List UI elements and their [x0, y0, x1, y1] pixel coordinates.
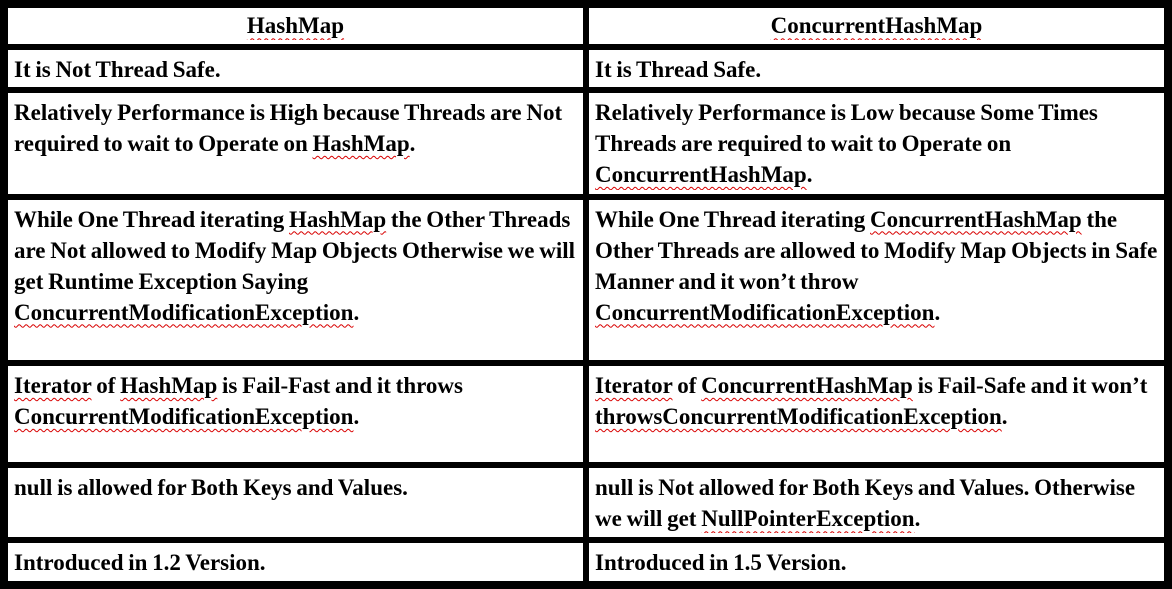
cell-text: the Other Threads are allowed to Modify Map Objects in Safe Manner and it won’t throw — [595, 206, 1158, 294]
cell-text: Introduced in 1.5 Version. — [595, 550, 847, 576]
table-row — [7, 92, 1165, 194]
header-hashmap: HashMap — [7, 7, 584, 45]
cell-text: null is Not allowed for Both Keys and Values. Otherwise we will get — [595, 475, 1136, 532]
cell-concurrenthashmap — [588, 542, 1165, 582]
cell-text: Relatively Performance is High because Threads are Not required to wait to Operate on — [14, 100, 563, 157]
cell-hashmap — [7, 542, 584, 582]
cell-concurrenthashmap — [588, 365, 1165, 463]
cell-text: . — [914, 506, 921, 532]
comparison-table — [3, 3, 1169, 586]
cell-text: Relatively Performance is Low because Some Times Threads are required to wait to Operate on — [595, 100, 1098, 157]
header-row — [7, 7, 1165, 45]
table-row — [7, 49, 1165, 89]
cell-text: is Fail-Safe and it won’t — [912, 372, 1148, 398]
cell-text: of — [91, 372, 121, 398]
cell-concurrenthashmap — [588, 49, 1165, 89]
cell-text: . — [353, 403, 360, 429]
cell-concurrenthashmap — [588, 199, 1165, 361]
cell-text: While One Thread iterating — [14, 206, 289, 232]
cell-concurrenthashmap — [588, 467, 1165, 538]
flagged-word: HashMap — [120, 372, 218, 398]
cell-text: . — [409, 131, 416, 157]
flagged-word: ConcurrentHashMap — [870, 206, 1082, 232]
flagged-word: ConcurrentHashMap — [595, 162, 807, 188]
cell-text: While One Thread iterating — [595, 206, 870, 232]
cell-text: It is Not Thread Safe. — [14, 56, 221, 82]
cell-text: It is Thread Safe. — [595, 56, 762, 82]
flagged-word: ConcurrentModificationException — [14, 403, 354, 429]
table-row — [7, 467, 1165, 538]
cell-text: the Other Threads are Not allowed to Modify Map Objects Otherwise we will get Runtime Exception Saying — [14, 206, 576, 294]
flagged-word: ConcurrentModificationException — [14, 299, 354, 325]
cell-hashmap — [7, 365, 584, 463]
cell-text: . — [1001, 403, 1008, 429]
flagged-word: Iterator — [14, 372, 92, 398]
flagged-word: ConcurrentHashMap — [701, 372, 913, 398]
cell-concurrenthashmap — [588, 92, 1165, 194]
table-row — [7, 365, 1165, 463]
flagged-word: ConcurrentModificationException — [595, 299, 935, 325]
flagged-word: NullPointerException — [701, 506, 915, 532]
flagged-word: Iterator — [595, 372, 673, 398]
header-concurrenthashmap: ConcurrentHashMap — [588, 7, 1165, 45]
flagged-word: HashMap — [312, 131, 410, 157]
cell-text: Introduced in 1.2 Version. — [14, 550, 266, 576]
cell-text: . — [934, 299, 941, 325]
cell-text: . — [353, 299, 360, 325]
cell-hashmap — [7, 467, 584, 538]
cell-text: . — [806, 162, 813, 188]
cell-text: of — [672, 372, 702, 398]
cell-text: null is allowed for Both Keys and Values. — [14, 475, 408, 501]
table-row — [7, 542, 1165, 582]
cell-hashmap — [7, 92, 584, 194]
flagged-word: throwsConcurrentModificationException — [595, 403, 1002, 429]
cell-hashmap — [7, 49, 584, 89]
table-row — [7, 199, 1165, 361]
flagged-word: HashMap — [289, 206, 387, 232]
cell-hashmap — [7, 199, 584, 361]
cell-text: is Fail-Fast and it throws — [217, 372, 463, 398]
